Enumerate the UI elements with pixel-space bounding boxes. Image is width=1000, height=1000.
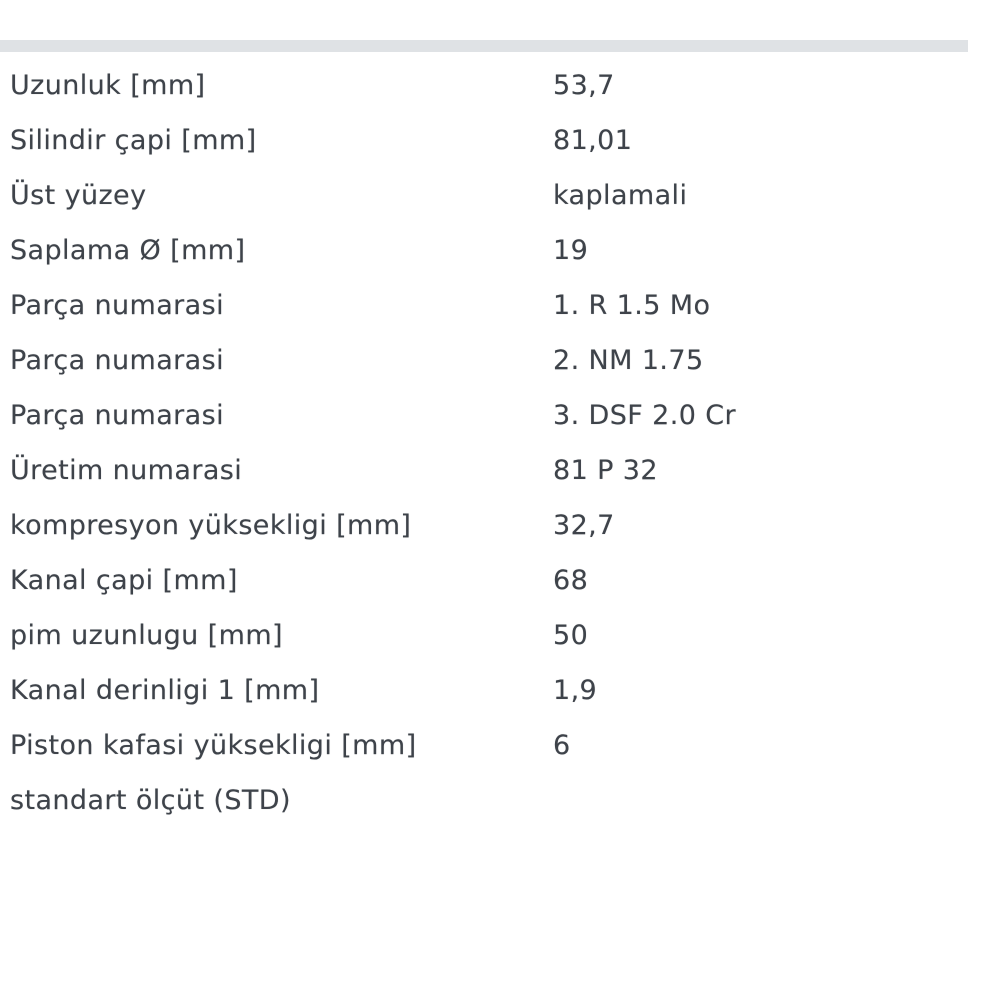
spec-label: Üretim numarasi bbox=[10, 455, 243, 486]
spec-row bbox=[10, 663, 990, 718]
spec-row bbox=[10, 718, 990, 773]
spec-row bbox=[10, 388, 990, 443]
spec-value: 68 bbox=[553, 565, 589, 596]
spec-label: Kanal derinligi 1 [mm] bbox=[10, 675, 320, 706]
spec-row bbox=[10, 443, 990, 498]
spec-row bbox=[10, 113, 990, 168]
spec-label: Uzunluk [mm] bbox=[10, 70, 206, 101]
spec-value: 1. R 1.5 Mo bbox=[553, 290, 711, 321]
spec-row bbox=[10, 333, 990, 388]
spec-value: 19 bbox=[553, 235, 589, 266]
spec-row bbox=[10, 278, 990, 333]
spec-label: Piston kafasi yüksekligi [mm] bbox=[10, 730, 417, 761]
spec-row bbox=[10, 168, 990, 223]
spec-row bbox=[10, 553, 990, 608]
spec-row bbox=[10, 498, 990, 553]
spec-label: Kanal çapi [mm] bbox=[10, 565, 238, 596]
spec-label: Parça numarasi bbox=[10, 290, 224, 321]
spec-row bbox=[10, 58, 990, 113]
spec-label: Üst yüzey bbox=[10, 180, 147, 211]
spec-row bbox=[10, 773, 990, 828]
spec-label: standart ölçüt (STD) bbox=[10, 785, 291, 816]
spec-value: 3. DSF 2.0 Cr bbox=[553, 400, 737, 431]
spec-value: 81 P 32 bbox=[553, 455, 658, 486]
spec-label: Silindir çapi [mm] bbox=[10, 125, 257, 156]
spec-value: kaplamali bbox=[553, 180, 688, 211]
spec-value: 81,01 bbox=[553, 125, 633, 156]
spec-row bbox=[10, 223, 990, 278]
spec-value: 1,9 bbox=[553, 675, 598, 706]
spec-value: 53,7 bbox=[553, 70, 615, 101]
spec-table bbox=[10, 58, 990, 828]
spec-value: 2. NM 1.75 bbox=[553, 345, 704, 376]
spec-label: pim uzunlugu [mm] bbox=[10, 620, 283, 651]
spec-label: Saplama Ø [mm] bbox=[10, 235, 246, 266]
spec-value: 6 bbox=[553, 730, 571, 761]
spec-value: 32,7 bbox=[553, 510, 615, 541]
spec-label: Parça numarasi bbox=[10, 345, 224, 376]
spec-label: Parça numarasi bbox=[10, 400, 224, 431]
spec-value: 50 bbox=[553, 620, 589, 651]
spec-row bbox=[10, 608, 990, 663]
spec-label: kompresyon yüksekligi [mm] bbox=[10, 510, 412, 541]
top-divider-bar bbox=[0, 40, 968, 52]
